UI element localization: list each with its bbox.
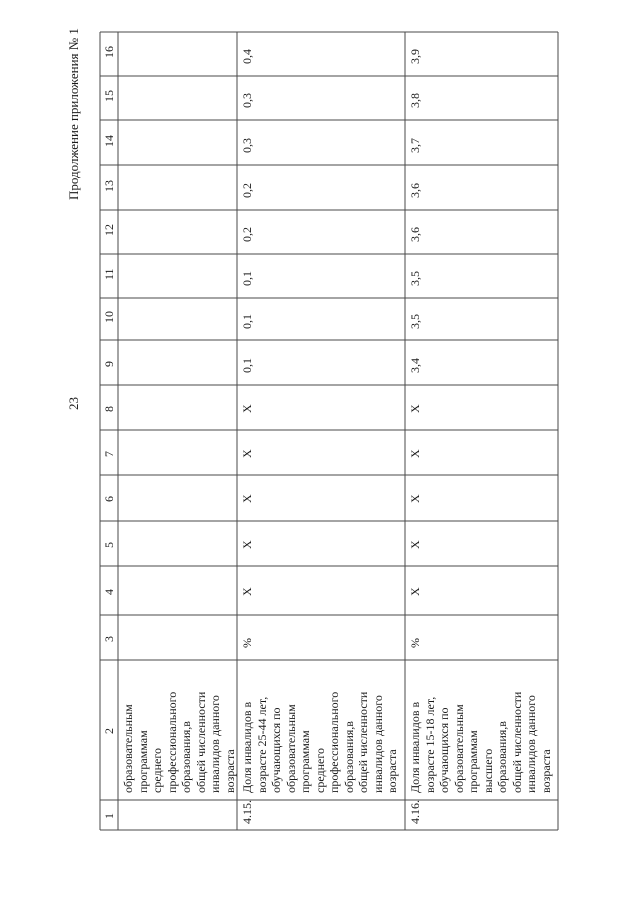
column-number-9: 9 (102, 360, 116, 367)
row-value: 3,7 (408, 137, 422, 153)
column-number-4: 4 (102, 588, 116, 595)
column-number-2: 2 (102, 728, 116, 734)
row-name-line: образовательным (283, 704, 298, 793)
row-name-line: возраста (222, 749, 237, 793)
row-value: 3,8 (408, 93, 422, 108)
row-name-line: возрасте 15-18 лет, (422, 696, 437, 793)
row-name-line: образовательным (121, 704, 135, 793)
row-value: 0,2 (240, 182, 254, 198)
row-name-line: общей численности (193, 691, 208, 793)
row-name-line: программам (135, 730, 150, 793)
row-name-line: инвалидов данного (370, 695, 385, 793)
row-value: 0,1 (240, 314, 254, 329)
row-value: 3,6 (408, 227, 422, 242)
row-value: 0,3 (240, 137, 254, 153)
continuation-label: Продолжение приложения № 1 (66, 28, 81, 200)
row-name-line: общей численности (356, 691, 370, 793)
row-id: 4.16. (408, 800, 422, 824)
row-value: X (240, 539, 254, 549)
column-number-12: 12 (102, 224, 116, 236)
row-value: 0,3 (240, 93, 254, 108)
row-value: 0,2 (240, 227, 254, 242)
column-number-1: 1 (102, 813, 116, 819)
row-name-line: образовательным (451, 704, 466, 793)
row-value: X (240, 403, 254, 413)
row-name-line: инвалидов данного (208, 695, 222, 793)
column-number-14: 14 (102, 134, 116, 147)
column-number-5: 5 (102, 541, 116, 548)
row-unit: % (240, 638, 254, 648)
row-value: 3,4 (408, 357, 422, 373)
row-name-line: образования,в (341, 721, 356, 793)
page-number: 23 (66, 397, 81, 410)
row-value: 3,5 (408, 314, 422, 329)
row-value: 3,6 (408, 182, 422, 198)
row-name-line: профессионального (164, 691, 179, 793)
row-value: 3,9 (408, 49, 422, 64)
column-number-16: 16 (102, 46, 116, 58)
row-value: X (240, 448, 254, 458)
row-name-line: обучающихся по (437, 707, 451, 793)
row-name-line: среднего (312, 748, 327, 793)
row-name-line: общей численности (509, 691, 524, 793)
row-unit: % (408, 638, 422, 648)
row-value: X (408, 586, 422, 596)
row-name-line: Доля инвалидов в (240, 701, 254, 793)
column-number-15: 15 (102, 90, 116, 102)
row-name-line: возраста (385, 749, 399, 793)
row-name-line: возрасте 25-44 лет, (254, 696, 269, 793)
column-number-8: 8 (102, 405, 116, 412)
column-number-6: 6 (102, 496, 116, 502)
row-name-line: обучающихся по (269, 707, 283, 793)
row-name-line: программам (298, 730, 312, 793)
row-value: 3,5 (408, 271, 422, 286)
row-value: X (240, 586, 254, 596)
row-name-line: среднего (150, 748, 164, 793)
row-value: X (408, 539, 422, 549)
row-id: 4.15. (240, 800, 254, 824)
column-number-3: 3 (102, 635, 116, 642)
row-value: X (408, 448, 422, 458)
row-name-line: высшего (480, 748, 495, 793)
column-number-11: 11 (102, 268, 116, 280)
column-number-7: 7 (102, 450, 116, 457)
row-name-line: инвалидов данного (524, 695, 538, 793)
row-name-line: возраста (538, 749, 553, 793)
row-name-line: профессионального (327, 691, 341, 793)
column-number-10: 10 (102, 311, 116, 323)
row-value: X (240, 494, 254, 503)
row-name-line: Доля инвалидов в (408, 701, 422, 793)
row-value: 0,1 (240, 357, 254, 373)
row-name-line: программам (466, 730, 480, 793)
row-value: 0,4 (240, 49, 254, 64)
row-value: 0,1 (240, 271, 254, 286)
column-number-13: 13 (102, 179, 116, 192)
row-name-line: образования,в (495, 721, 509, 793)
row-value: X (408, 494, 422, 503)
row-value: X (408, 403, 422, 413)
row-name-line: образования,в (179, 721, 193, 793)
